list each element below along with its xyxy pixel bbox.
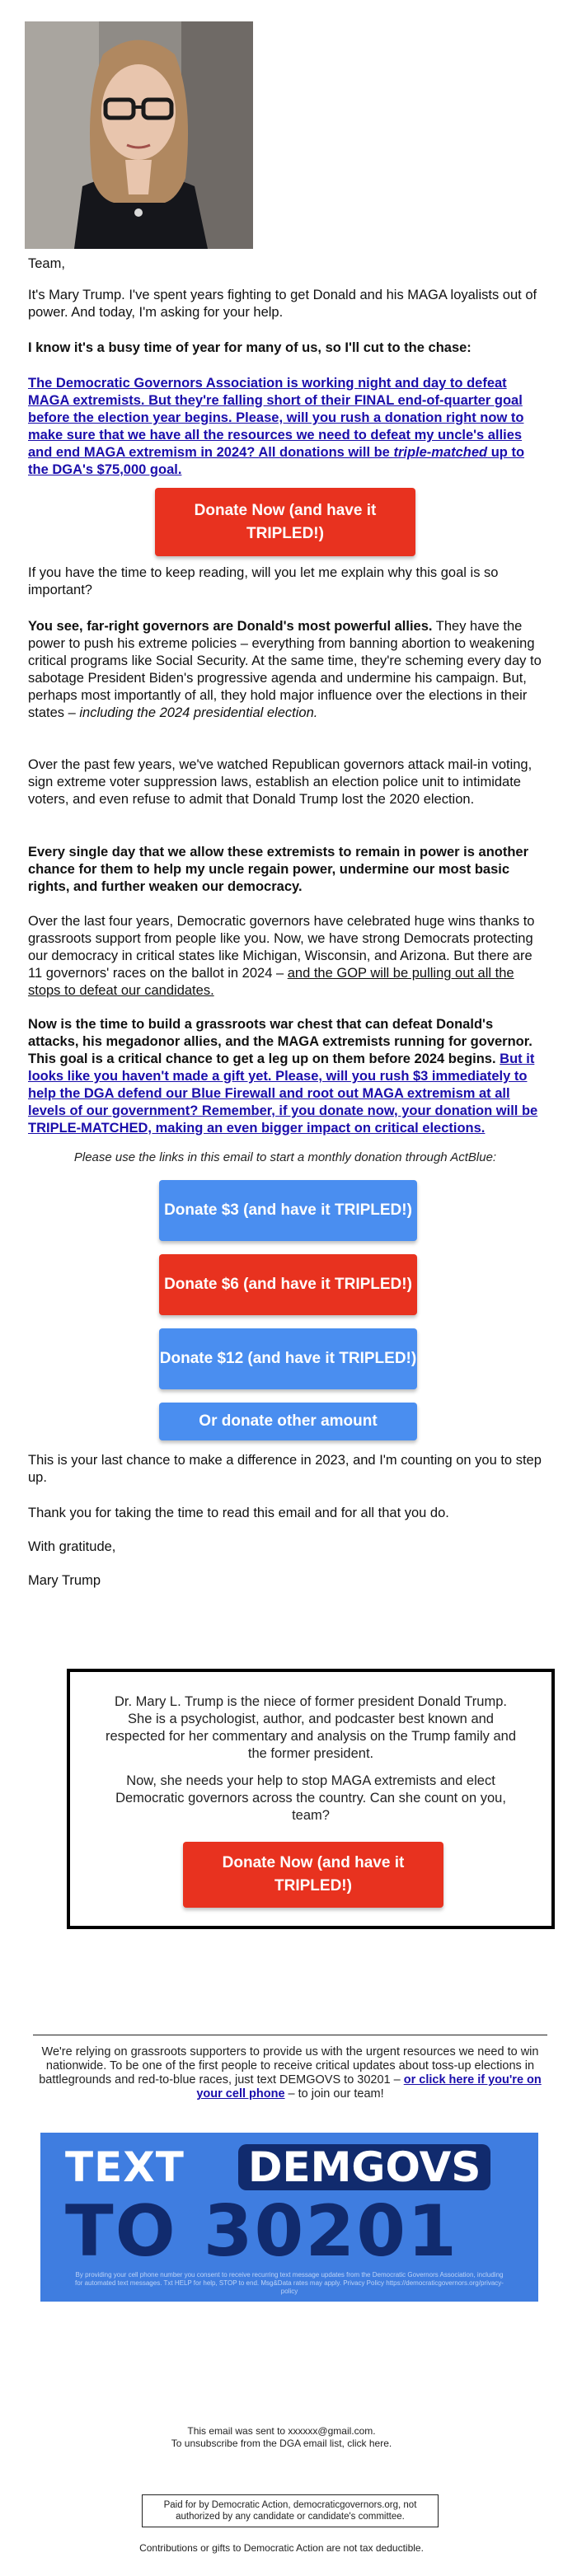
every-day-paragraph: Every single day that we allow these extremists to remain in power is another chance for them to help my uncle regain power, undermine our most basic rights, and further weaken our democracy. xyxy=(28,845,529,894)
banner-text-word: TEXT xyxy=(65,2143,185,2191)
signature: Mary Trump xyxy=(28,1573,101,1588)
war-chest-bold: Now is the time to build a grassroots war chest that can defeat Donald's attacks, his megadonor allies, and the MAGA extremists running for governor. This goal is a critical chance to get a leg up on them before 2024 begins. xyxy=(28,1017,533,1066)
bio-box xyxy=(67,1669,555,1929)
keep-reading-paragraph: If you have the time to keep reading, will you let me explain why this goal is so important? xyxy=(28,565,499,597)
last-chance-paragraph: This is your last chance to make a difference in 2023, and I'm counting on you to step up. xyxy=(28,1453,542,1485)
war-chest-paragraph xyxy=(28,1016,542,1137)
four-years-text: Over the last four years, Democratic governors have celebrated huge wins thanks to grassroots support from people like you. Now, we have strong Democrats protecting our democracy in critical states like Michigan, Wisconsin, and Arizona. But there are 11 governors' races on the ballot in 2024 – xyxy=(28,914,535,981)
donate-3-label: Donate $3 (and have it TRIPLED!) xyxy=(164,1201,412,1219)
footer-text-tail: – to join our team! xyxy=(284,2087,384,2101)
goal-link-text: The Democratic Governors Association is working night and day to defeat MAGA extremists. But they're falling short of their FINAL end-of-quarter goal before the election year begins. Please, will you rush a donation right now to make sure that we have all the resources we need to defeat my uncle's allies and end MAGA extremism in 2024? All donations will be xyxy=(28,376,524,460)
four-years-paragraph xyxy=(28,913,542,1000)
footer-text-lead: We're relying on grassroots supporters to provide us with the urgent resources we need to win nationwide. To be one of the first people to receive critical updates about toss-up elections in battlegrounds and red-to-blue races, just text DEMGOVS to 30201 – xyxy=(39,2045,539,2087)
donate-6-button[interactable] xyxy=(159,1254,417,1315)
thanks-paragraph: Thank you for taking the time to read this email and for all that you do. xyxy=(28,1506,449,1520)
banner-keyword: DEMGOVS xyxy=(238,2144,490,2190)
past-years-paragraph: Over the past few years, we've watched Republican governors attack mail-in voting, sign extreme voter suppression laws, establish an election police unit to intimidate voters, and even refuse to admit that Donald Trump lost the 2020 election. xyxy=(28,757,533,807)
footer-text xyxy=(33,2045,547,2101)
donate-6-label: Donate $6 (and have it TRIPLED!) xyxy=(164,1276,412,1293)
donate-12-button[interactable] xyxy=(159,1328,417,1389)
text-demgovs-banner[interactable] xyxy=(40,2133,538,2302)
allies-emphasis: including the 2024 presidential election. xyxy=(79,705,318,720)
closing: With gratitude, xyxy=(28,1539,116,1554)
banner-shortcode: TO 30201 xyxy=(65,2190,458,2273)
goal-link-tail: up to the DGA's $75,000 goal. xyxy=(28,445,525,477)
goal-donation-link[interactable] xyxy=(28,376,524,477)
bio-ask-text: Now, she needs your help to stop MAGA extremists and elect Democratic governors across the country. Can she count on you, team? xyxy=(115,1773,506,1823)
goal-link-paragraph[interactable] xyxy=(28,375,542,479)
donate-other-button[interactable] xyxy=(159,1403,417,1440)
sent-to-text: This email was sent to xxxxxx@gmail.com. xyxy=(187,2425,376,2437)
bio-donate-button[interactable] xyxy=(183,1842,443,1908)
donate-other-label: Or donate other amount xyxy=(199,1412,378,1430)
donate-now-label: Donate Now (and have it TRIPLED!) xyxy=(194,501,377,542)
unsubscribe-link[interactable]: To unsubscribe from the DGA email list, click here. xyxy=(171,2438,392,2449)
intro-paragraph: It's Mary Trump. I've spent years fighting to get Donald and his MAGA loyalists out of power. And today, I'm asking for your help. xyxy=(28,288,537,320)
mary-trump-photo xyxy=(25,21,253,249)
allies-paragraph xyxy=(28,618,542,722)
rush-3-dollar-link[interactable]: But it looks like you haven't made a gift yet. Please, will you rush $3 immediately to help the DGA defend our Blue Firewall and root out MAGA extremism at all levels of our government? Remember, if you donate now, your donation will be TRIPLE-MATCHED, making an even bigger impact on critical elections. xyxy=(28,1051,538,1136)
donate-3-button[interactable] xyxy=(159,1180,417,1241)
donate-now-button[interactable] xyxy=(155,488,415,556)
donate-12-label: Donate $12 (and have it TRIPLED!) xyxy=(159,1350,417,1367)
bio-donate-label: Donate Now (and have it TRIPLED!) xyxy=(222,1854,405,1895)
paid-for-disclaimer: Paid for by Democratic Action, democraticgovernors.org, not authorized by any candidate or candidate's committee. xyxy=(142,2494,439,2527)
tax-disclaimer: Contributions or gifts to Democratic Action are not tax deductible. xyxy=(139,2542,424,2554)
chase-paragraph: I know it's a busy time of year for many of us, so I'll cut to the chase: xyxy=(28,340,472,355)
bio-text: Dr. Mary L. Trump is the niece of former president Donald Trump. She is a psychologist, author, and podcaster best known and respected for her commentary and analysis on the Trump family and the former president. xyxy=(106,1694,516,1761)
cell-phone-link[interactable]: or click here if you're on your cell phone xyxy=(196,2073,542,2101)
triple-matched-emphasis: triple-matched xyxy=(393,445,488,460)
monthly-note: Please use the links in this email to start a monthly donation through ActBlue: xyxy=(73,1150,497,1164)
greeting: Team, xyxy=(28,256,65,271)
banner-fine-print: By providing your cell phone number you consent to receive recurring text message updates from the Democratic Governors Association, including for automated text messages. Txt HELP for help, STOP to end. Msg&Data rates may apply. Privacy Policy https://democraticgovernors.org/privacy-policy xyxy=(75,2271,504,2295)
four-years-underline: and the GOP will be pulling out all the stops to defeat our candidates. xyxy=(28,966,514,998)
allies-text: They have the power to push his extreme policies – everything from banning abortion to weakening critical programs like Social Security. At the same time, they're scheming every day to sabotage President Biden's progressive agenda and undermine his campaign. But, perhaps most importantly of all, they hold major influence over the elections in their states – xyxy=(28,619,542,720)
portrait-illustration xyxy=(25,21,253,249)
allies-bold: You see, far-right governors are Donald's most powerful allies. xyxy=(28,619,433,634)
